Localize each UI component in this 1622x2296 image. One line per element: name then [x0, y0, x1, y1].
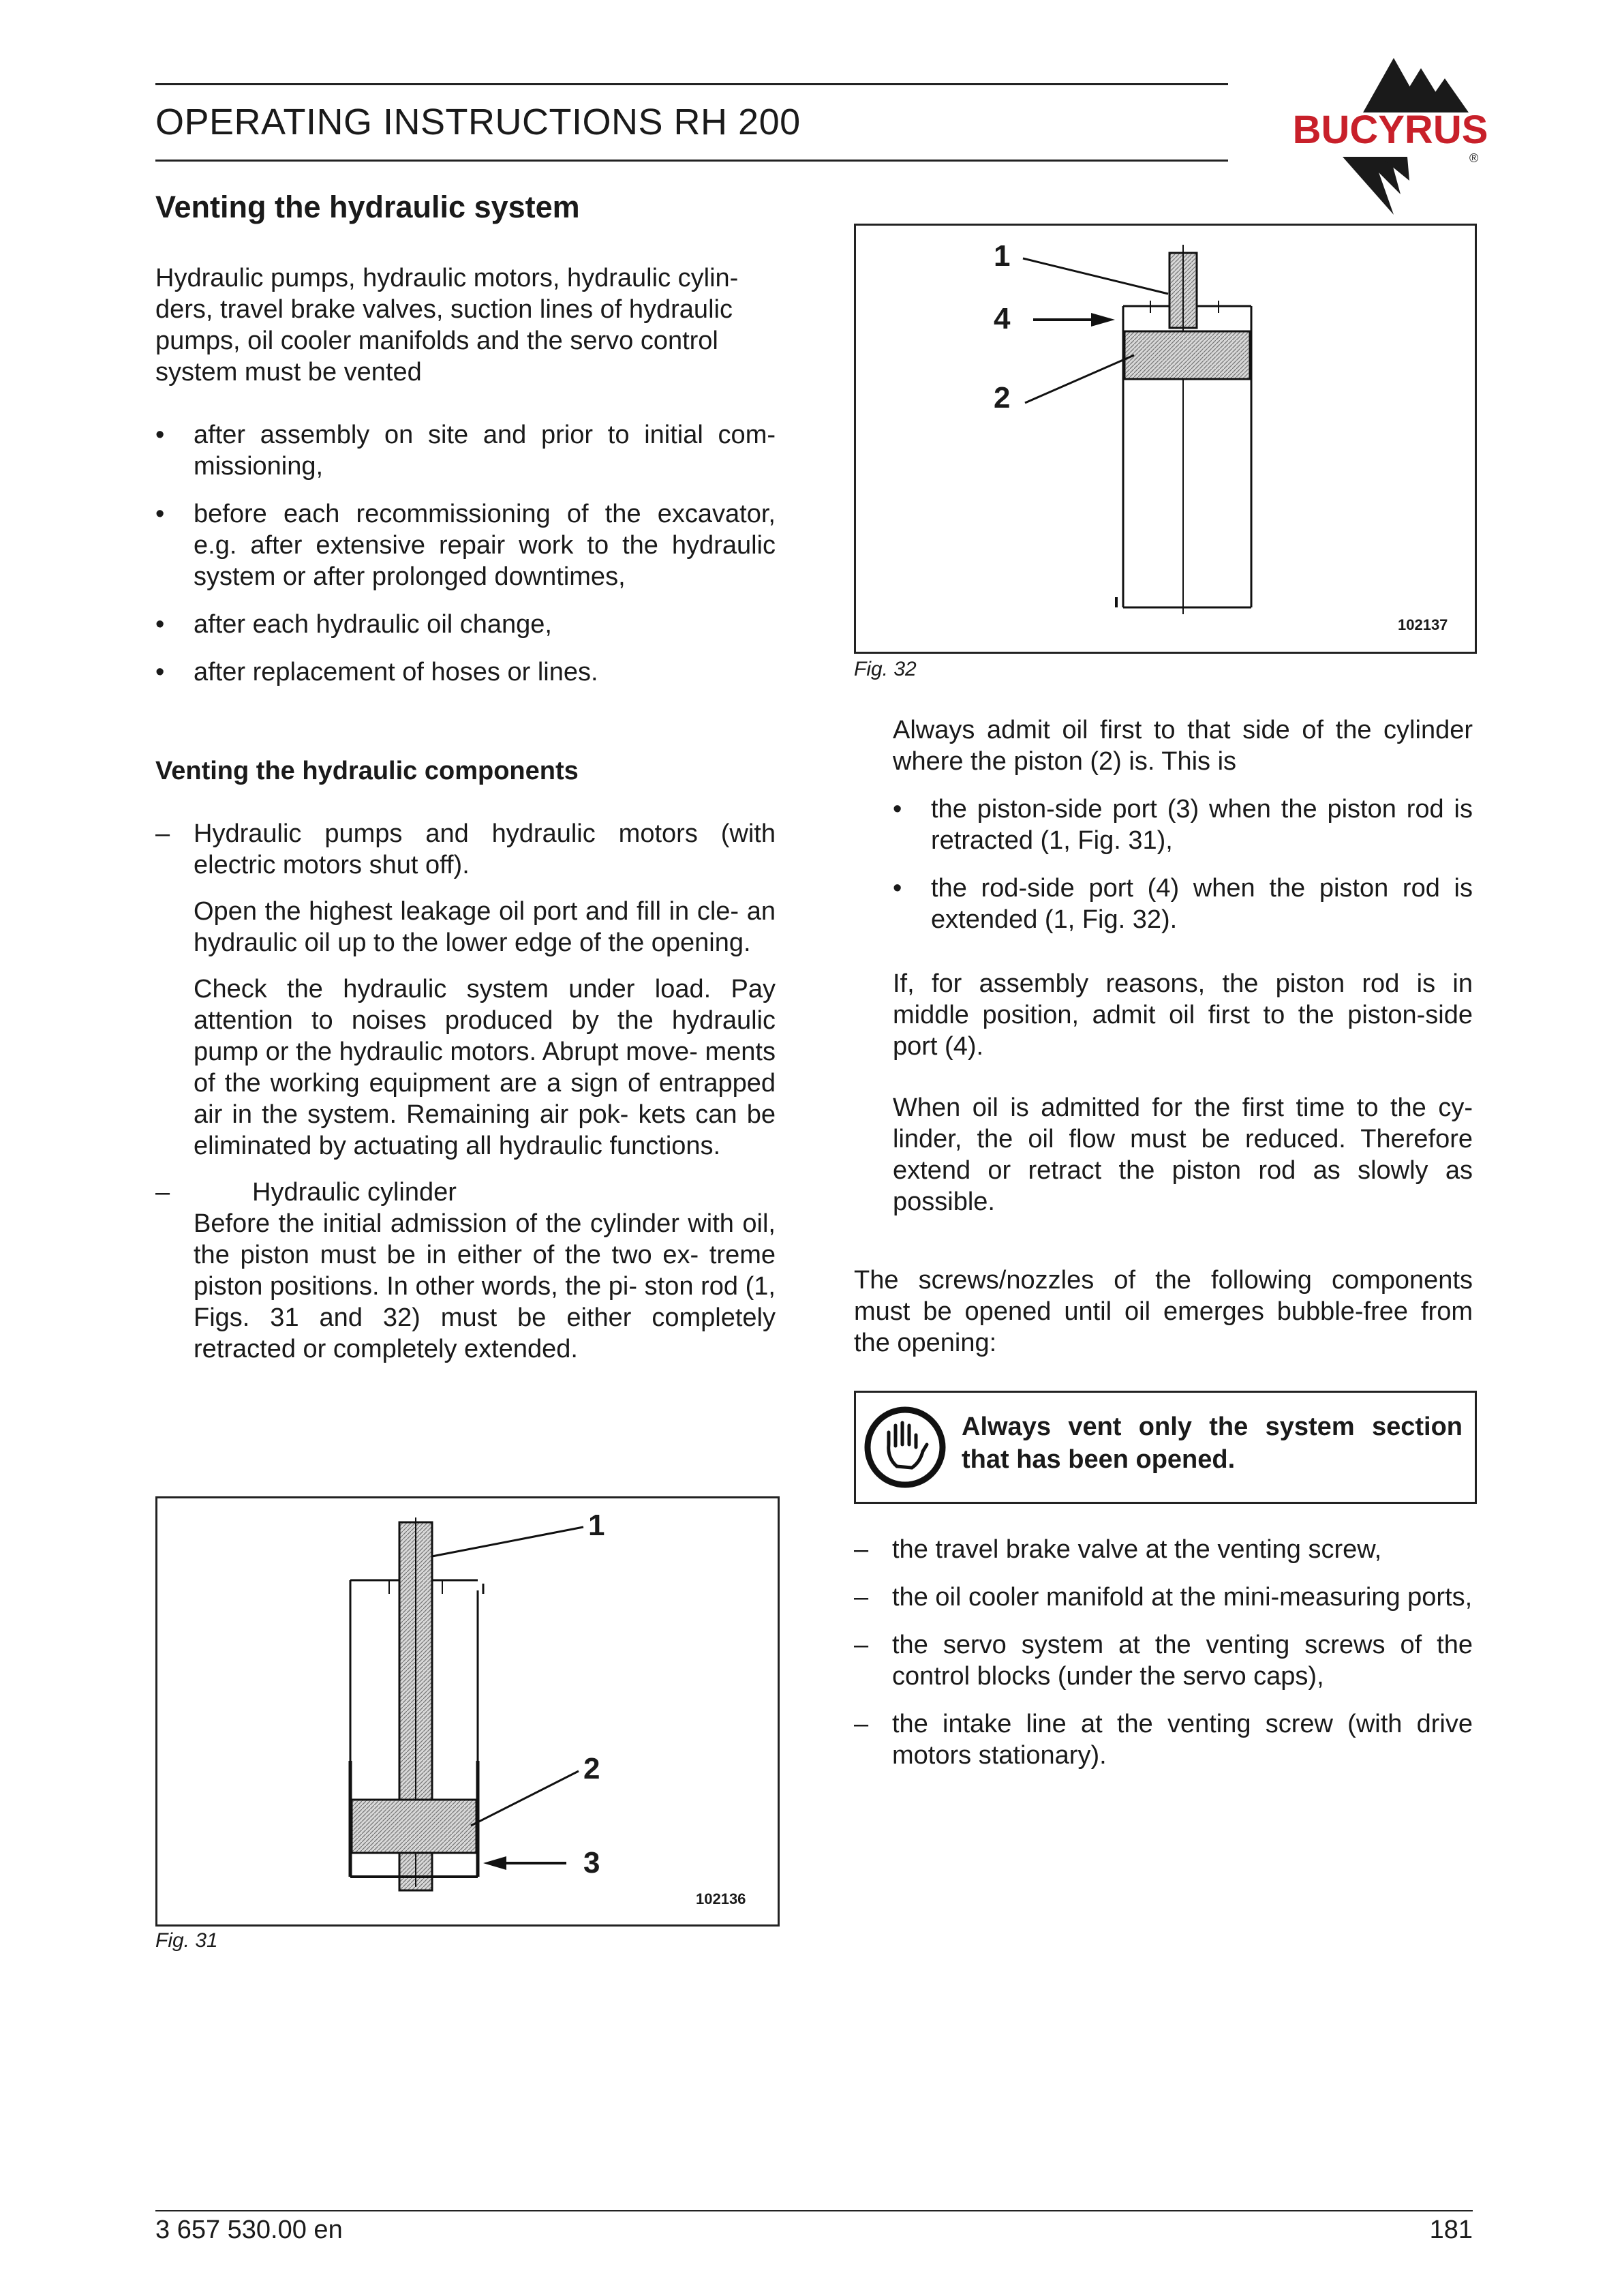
pumps-motors-step-fill: Open the highest leakage oil port and fill in cle- an hydraulic oil up to the lower edge of the opening.	[194, 897, 776, 957]
pumps-motors-title: Hydraulic pumps and hydraulic motors (with electric motors shut off).	[194, 819, 776, 879]
figure-32	[854, 224, 1477, 654]
arrow-3-head	[483, 1856, 506, 1870]
oil-flow-paragraph: When oil is admitted for the first time to the cy- linder, the oil flow must be reduced. Therefore extend or retract the piston rod as slowly as possible.	[893, 1093, 1473, 1216]
components-list	[155, 818, 776, 1365]
intro-line: ders, travel brake valves, suction lines of hydraulic	[155, 295, 733, 324]
venting-conditions-list	[155, 419, 776, 688]
dash-marker: –	[854, 1583, 869, 1612]
dash-marker: –	[854, 1710, 869, 1738]
list-item	[155, 609, 776, 640]
list-item	[155, 818, 776, 1162]
dash-marker: –	[155, 1178, 170, 1207]
list-item-text: after replacement of hoses or lines.	[194, 658, 598, 686]
screws-paragraph	[854, 1265, 1473, 1359]
callout-1: 1	[588, 1509, 605, 1542]
list-item	[854, 1708, 1473, 1771]
list-item	[854, 1629, 1473, 1692]
list-item	[155, 498, 776, 592]
piston	[352, 1800, 476, 1853]
piston	[1124, 331, 1250, 379]
list-item	[854, 1534, 1473, 1565]
list-item	[155, 656, 776, 688]
page-number: 181	[1429, 2216, 1473, 2244]
intro-line: Hydraulic pumps, hydraulic motors, hydraulic cylin-	[155, 264, 739, 292]
figure-number: 102136	[696, 1890, 746, 1907]
list-item	[854, 1582, 1473, 1613]
list-item-text: after each hydraulic oil change,	[194, 610, 552, 639]
list-item-text: before each recommissioning of the excavator, e.g. after extensive repair work to the hydraulic system or after prolonged downtimes,	[194, 500, 776, 591]
intro-paragraph	[155, 262, 776, 388]
footer-rule	[155, 2210, 1473, 2211]
hand-stop-icon	[863, 1405, 948, 1490]
logo-wordmark: BUCYRUS	[1292, 108, 1488, 152]
middle-position-paragraph: If, for assembly reasons, the piston rod is in middle position, admit oil first to the piston-side port (4).	[893, 969, 1473, 1061]
leader-line-1	[432, 1527, 583, 1556]
header-rule-top	[155, 83, 1228, 85]
figure-32-caption: Fig. 32	[854, 658, 917, 680]
cylinder-paragraph: Before the initial admission of the cylinder with oil, the piston must be in either of the two ex- treme piston positions. In other words, the pi- ston rod (1, Figs. 31 and 32) must be either completely retracted or completely extended.	[194, 1209, 776, 1363]
cylinder-extended-drawing	[856, 226, 1475, 652]
document-title: OPERATING INSTRUCTIONS RH 200	[155, 102, 801, 142]
list-item-text: the intake line at the venting screw (with drive motors stationary).	[892, 1710, 1473, 1770]
intro-line: system must be vented	[155, 358, 422, 387]
warning-box	[854, 1391, 1477, 1504]
document-number: 3 657 530.00 en	[155, 2216, 343, 2244]
callout-2: 2	[583, 1752, 600, 1785]
bullet-icon: •	[893, 874, 902, 903]
dash-marker: –	[854, 1535, 869, 1564]
bucyrus-logo	[1254, 48, 1527, 218]
pumps-motors-step-check: Check the hydraulic system under load. Pay attention to noises produced by the hydraulic pump or the hydraulic motors. Abrupt move- ments of the working equipment are a sign of entrapped air in the system. Remaining air pok- kets can be eliminated by actuating all hydraulic functions.	[194, 975, 776, 1160]
list-item-text: the travel brake valve at the venting screw,	[892, 1535, 1382, 1564]
figure-31-caption: Fig. 31	[155, 1929, 218, 1952]
dash-marker: –	[854, 1631, 869, 1659]
registered-mark: ®	[1469, 151, 1479, 165]
leader-line-2	[471, 1771, 579, 1826]
bullet-icon: •	[155, 658, 165, 686]
callout-1: 1	[994, 239, 1011, 273]
bullet-icon: •	[893, 795, 902, 824]
list-item-text: the rod-side port (4) when the piston rod is extended (1, Fig. 32).	[931, 874, 1473, 934]
intro-line: pumps, oil cooler manifolds and the servo control	[155, 327, 718, 355]
bullet-icon: •	[155, 500, 165, 528]
list-item	[893, 794, 1473, 856]
arrow-4-head	[1091, 313, 1115, 327]
callout-3: 3	[583, 1846, 600, 1879]
subheading-components: Venting the hydraulic components	[155, 757, 579, 785]
cylinder-retracted-drawing	[157, 1498, 778, 1924]
admit-oil-paragraph: Always admit oil first to that side of the cylinder where the piston (2) is. This is	[893, 716, 1473, 776]
admit-oil-section	[893, 714, 1473, 1218]
cylinder-title: Hydraulic cylinder	[252, 1178, 457, 1207]
screws-text: The screws/nozzles of the following components must be opened until oil emerges bubble-free from the opening:	[854, 1266, 1473, 1357]
figure-31	[155, 1496, 780, 1927]
leader-line-1	[1023, 258, 1168, 294]
section-title: Venting the hydraulic system	[155, 190, 580, 224]
list-item	[155, 419, 776, 482]
list-item-text: after assembly on site and prior to initial com- missioning,	[194, 421, 776, 481]
list-item-text: the piston-side port (3) when the piston rod is retracted (1, Fig. 31),	[931, 795, 1473, 855]
dash-marker: –	[155, 819, 170, 848]
list-item-text: the servo system at the venting screws of the control blocks (under the servo caps),	[892, 1631, 1473, 1691]
bullet-icon: •	[155, 610, 165, 639]
header-rule-bottom	[155, 160, 1228, 162]
bullet-icon: •	[155, 421, 165, 449]
figure-number: 102137	[1398, 616, 1448, 633]
leader-line-2	[1025, 355, 1134, 403]
list-item-text: the oil cooler manifold at the mini-measuring ports,	[892, 1583, 1473, 1612]
vent-locations-list	[854, 1534, 1473, 1771]
callout-4: 4	[994, 302, 1011, 335]
callout-2: 2	[994, 381, 1011, 414]
list-item	[155, 1177, 776, 1365]
warning-text: Always vent only the system section that has been opened.	[962, 1413, 1463, 1474]
list-item	[893, 873, 1473, 935]
bucyrus-logo-mark	[1254, 48, 1527, 218]
